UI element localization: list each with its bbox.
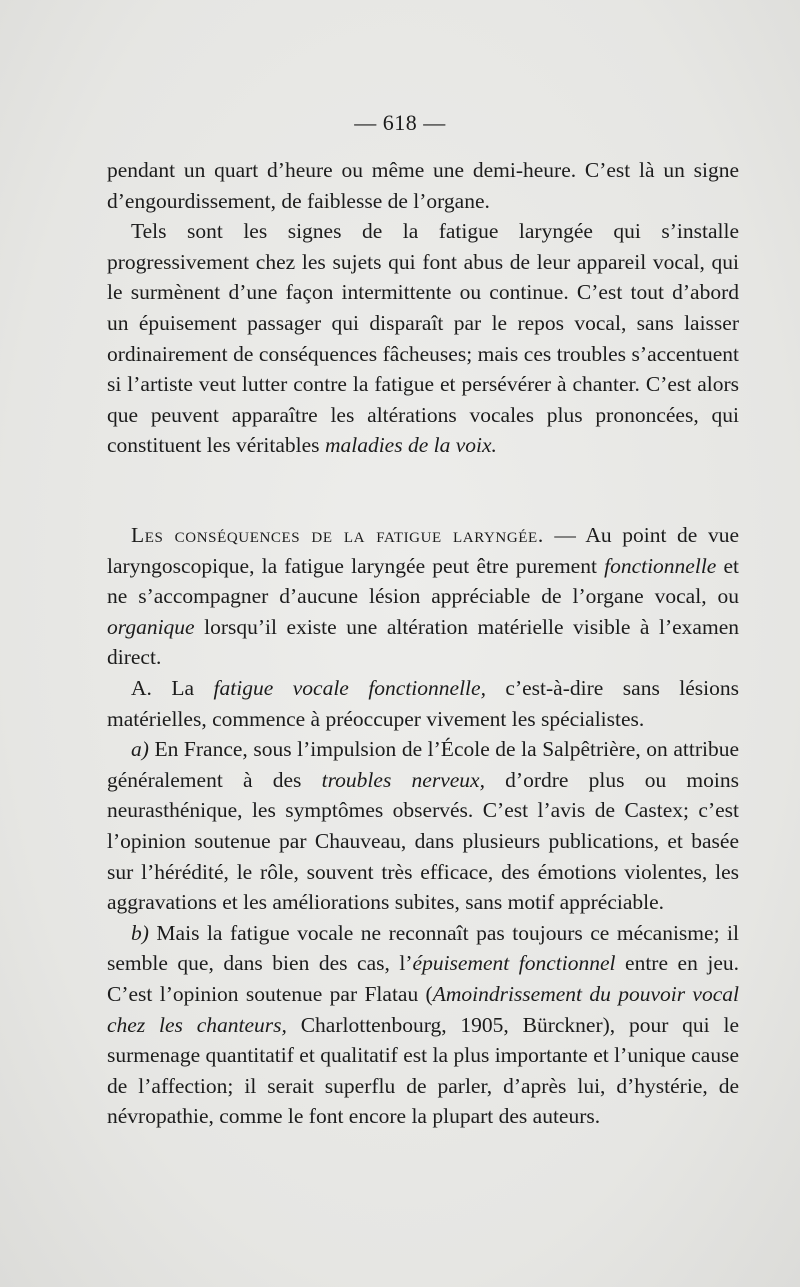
paragraph-text: Charlottenbourg, 1905, Bürckner), pour qui le surmenage quantitatif et qualitatif est la plus importante et l’unique cause de l’affection; il serait superflu de parler, d’après lui, d’hystérie, de névropathie, comme le font encore la plupart des auteurs.	[107, 1012, 739, 1129]
paragraph-text: A. La	[131, 675, 214, 700]
paragraph-a	[107, 673, 739, 734]
paragraph-text: c’est-à-dire sans lésions matérielles, commence à préoccuper vivement les spécialistes.	[107, 675, 740, 731]
paragraph-b-sub	[107, 918, 739, 1132]
paragraph-continuation: pendant un quart d’heure ou même une demi-heure. C’est là un signe d’engourdissement, de faiblesse de l’organe.	[107, 158, 739, 213]
list-label: a)	[131, 737, 149, 762]
paragraph-text: d’ordre plus ou moins neurasthénique, les symptômes observés. C’est l’avis de Castex; c’est l’opinion soutenue par Chauveau, dans plusieurs publications, et basée sur l’hérédité, le rôle, souvent très efficace, des émotions violentes, les aggravations et les améliorations subites, sans motif appréciable.	[107, 767, 739, 915]
paragraph-text: En France, sous l’impulsion de l’École de la Salpêtrière, on attribue généralement à des	[107, 737, 739, 792]
paragraph-text: lorsqu’il existe une altération matérielle visible à l’examen direct.	[107, 614, 739, 670]
page-number: — 618 —	[354, 110, 446, 135]
text-block-section	[107, 520, 739, 1132]
italic-term: organique	[107, 614, 195, 639]
italic-term: fonctionnelle	[604, 553, 717, 578]
italic-title: Amoindrissement du pouvoir vocal chez les chanteurs,	[107, 981, 739, 1037]
list-label: b)	[131, 920, 149, 945]
italic-term: fatigue vocale fonctionnelle,	[213, 675, 486, 700]
section-heading: Les conséquences de la fatigue laryngée.	[131, 523, 544, 547]
italic-term: troubles nerveux,	[321, 767, 485, 792]
paragraph-text: entre en jeu. C’est l’opinion soutenue par Flatau (	[107, 951, 739, 1006]
italic-term: épuisement fonctionnel	[412, 951, 616, 976]
section-paragraph	[107, 520, 739, 673]
italic-phrase: maladies de la voix.	[324, 433, 497, 458]
paragraph-text: Mais la fatigue vocale ne reconnaît pas toujours ce mécanisme; il semble que, dans bien des cas, l’	[107, 920, 739, 976]
paragraph-fatigue-signs	[107, 216, 739, 461]
paragraph-text: — Au point de vue laryngoscopique, la fatigue laryngée peut être purement	[107, 523, 740, 578]
text-block-top	[107, 155, 739, 461]
paragraph-text: et ne s’accompagner d’aucune lésion appréciable de l’organe vocal, ou	[107, 553, 739, 609]
paragraph-text: Tels sont les signes de la fatigue laryngée qui s’installe progressivement chez les sujets qui font abus de leur appareil vocal, qui le surmènent d’une façon intermittente ou continue. C’est tout d’abord un épuisement passager qui disparaît par le repos vocal, sans laisser ordinairement de conséquences fâcheuses; mais ces troubles s’accentuent si l’artiste veut lutter contre la fatigue et persévérer à chanter. C’est alors que peuvent apparaître les altérations vocales plus prononcées, qui constituent les véritables	[107, 219, 739, 458]
paragraph-a-sub	[107, 734, 739, 918]
